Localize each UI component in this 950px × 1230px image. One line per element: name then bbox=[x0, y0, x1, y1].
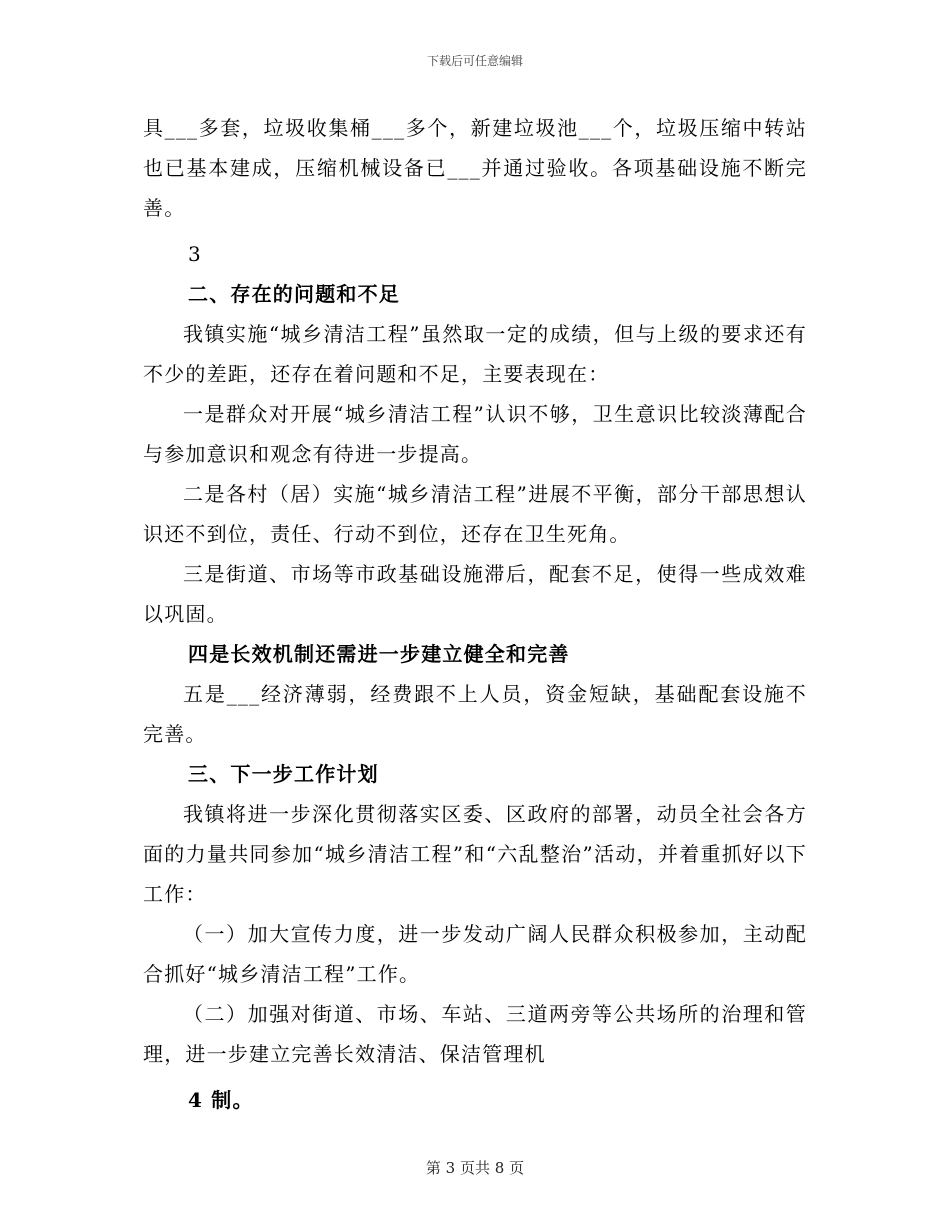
paragraph-problem-3: 三是街道、市场等市政基础设施滞后，配套不足，使得一些成效难以巩固。 bbox=[143, 562, 807, 626]
section-heading-next-plan: 三、下一步工作计划 bbox=[188, 762, 379, 786]
section-heading-problems: 二、存在的问题和不足 bbox=[188, 282, 400, 306]
paragraph-problem-4: 四是长效机制还需进一步建立健全和完善 bbox=[188, 642, 570, 666]
paragraph-problem-5: 五是___经济薄弱，经费跟不上人员，资金短缺，基础配套设施不完善。 bbox=[143, 682, 807, 746]
document-body bbox=[143, 108, 807, 1120]
paragraph-continuation: 4 制。 bbox=[188, 1088, 254, 1112]
paragraph-facilities: 具___多套，垃圾收集桶___多个，新建垃圾池___个，垃圾压缩中转站也已基本建成，压缩机械设备已___并通过验收。各项基础设施不断完善。 bbox=[143, 116, 807, 220]
page-header: 下载后可任意编辑 bbox=[426, 54, 523, 68]
paragraph-problem-2: 二是各村（居）实施“城乡清洁工程”进展不平衡，部分干部思想认识还不到位，责任、行动不到位，还存在卫生死角。 bbox=[143, 482, 807, 546]
page-footer: 第 3 页共 8 页 bbox=[425, 1159, 525, 1177]
paragraph-plan-intro: 我镇将进一步深化贯彻落实区委、区政府的部署，动员全社会各方面的力量共同参加“城乡清洁工程”和“六乱整治”活动，并着重抓好以下工作： bbox=[143, 802, 807, 906]
paragraph-plan-1: （一）加大宣传力度，进一步发动广阔人民群众积极参加，主动配合抓好“城乡清洁工程”工作。 bbox=[143, 922, 807, 986]
paragraph-problems-intro: 我镇实施“城乡清洁工程”虽然取一定的成绩，但与上级的要求还有不少的差距，还存在着问题和不足，主要表现在： bbox=[143, 322, 807, 386]
paragraph-problem-1: 一是群众对开展“城乡清洁工程”认识不够，卫生意识比较淡薄配合与参加意识和观念有待进一步提高。 bbox=[143, 402, 807, 466]
paragraph-plan-2: （二）加强对街道、市场、车站、三道两旁等公共场所的治理和管理，进一步建立完善长效清洁、保洁管理机 bbox=[143, 1002, 807, 1066]
page-marker-3: 3 bbox=[188, 242, 201, 266]
